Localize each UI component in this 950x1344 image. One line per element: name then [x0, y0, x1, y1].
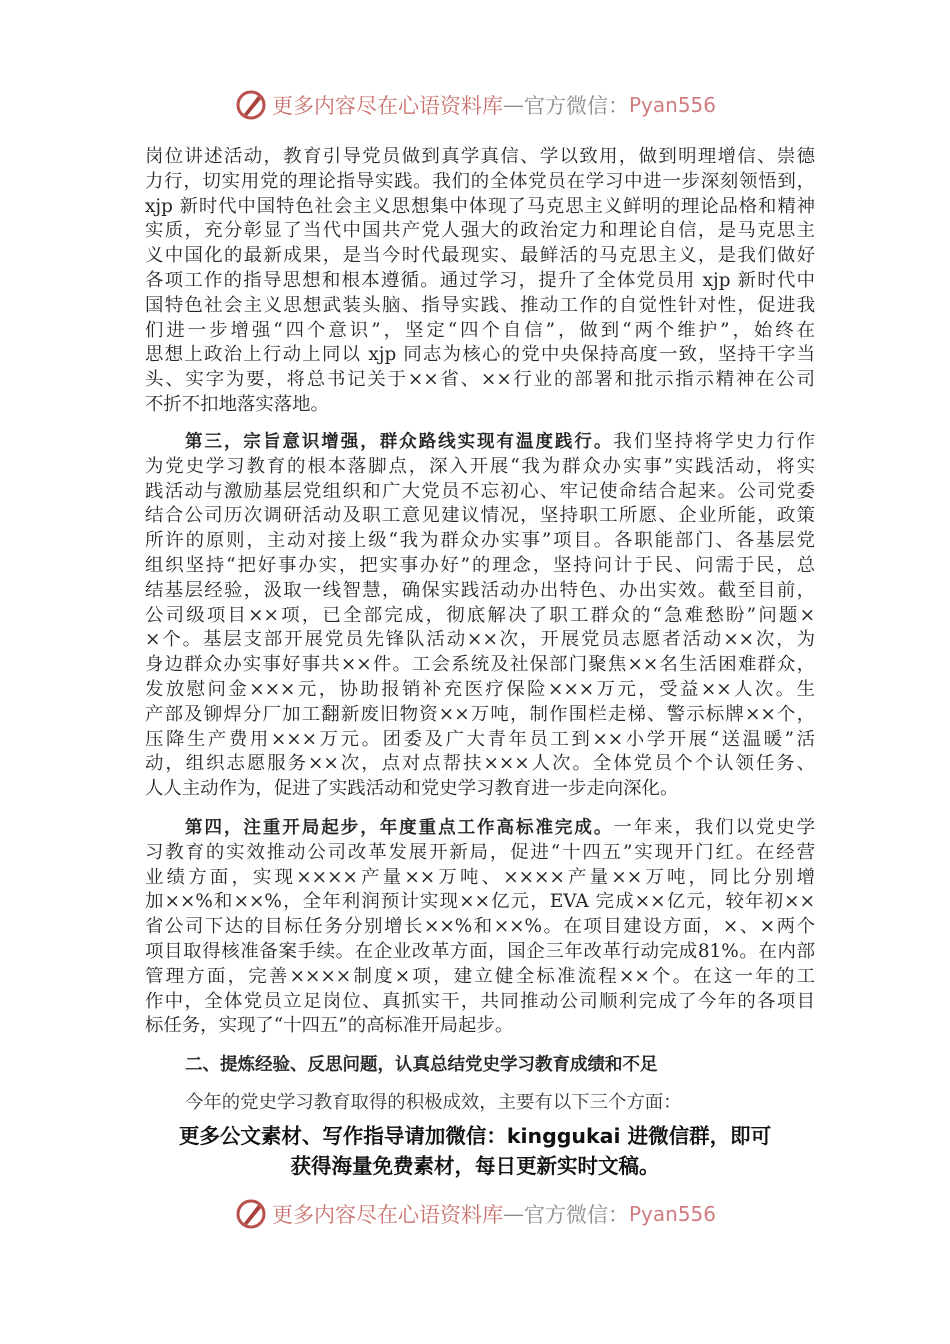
- text-line: [145, 219, 815, 244]
- intro-text: 今年的党史学习教育取得的积极成效，主要有以下三个方面：: [185, 1092, 682, 1113]
- text-line: [145, 579, 815, 604]
- line-text: 人人主动作为，促进了实践活动和党史学习教育进一步走向深化。: [145, 778, 679, 800]
- text-line: [145, 195, 815, 220]
- text-line: [145, 841, 815, 866]
- line-text: 标任务，实现了“十四五”的高标准开局起步。: [145, 1015, 514, 1037]
- text-line: [145, 480, 815, 505]
- line-text: 力行，切实用党的理论指导实践。我们的全体党员在学习中进一步深刻领悟到，: [145, 170, 815, 192]
- text-line: [145, 1014, 815, 1039]
- line-text: 组织坚持“把好事办实，把实事办好”的理念，坚持问计于民、问需于民，总: [145, 554, 815, 576]
- watermark-dash: —: [502, 93, 524, 117]
- line-text: 国特色社会主义思想武装头脑、指导实践、推动工作的自觉性针对性，促进我: [145, 294, 815, 316]
- line-text: 所许的原则，主动对接上级“我为群众办实事”项目。各职能部门、各基层党: [145, 530, 815, 552]
- line-text: xjp 新时代中国特色社会主义思想集中体现了马克思主义鲜明的理论品格和精神: [145, 195, 815, 217]
- line-text: 思想上政治上行动上同以 xjp 同志为核心的党中央保持高度一致，坚持干字当: [145, 344, 815, 366]
- line-text: 发放慰问金×××元，协助报销补充医疗保险×××万元，受益××人次。生: [145, 678, 815, 700]
- watermark-label: 官方微信：: [523, 1203, 629, 1227]
- text-line: [145, 455, 815, 480]
- line-text: 一年来，我们以党史学: [613, 817, 815, 838]
- text-line: [145, 145, 815, 170]
- pen-logo-icon: [234, 88, 268, 122]
- line-text: 项目取得核准备案手续。在企业改革方面，国企三年改革行动完成81%。在内部: [145, 940, 815, 962]
- watermark-id: Pyan556: [628, 93, 716, 117]
- text-line: [145, 752, 815, 777]
- line-text: 结合公司历次调研活动及职工意见建议情况，坚持职工所愿、企业所能，政策: [145, 505, 815, 527]
- text-line: [145, 269, 815, 294]
- text-line: [145, 554, 815, 579]
- line-text: 动，组织志愿服务××次，点对点帮扶×××人次。全体党员个个认领任务、: [145, 753, 815, 775]
- line-text: 不折不扣地落实落地。: [145, 393, 329, 415]
- line-text: 义中国化的最新成果，是当今时代最现实、最鲜活的马克思主义，是我们做好: [145, 245, 815, 267]
- watermark-label: 官方微信：: [523, 94, 629, 118]
- text-line: [145, 529, 815, 554]
- text-line: [145, 393, 815, 418]
- text-line: [145, 728, 815, 753]
- text-line: [145, 170, 815, 195]
- pen-logo-icon: [234, 1197, 268, 1231]
- line-text: 各项工作的指导思想和根本遵循。通过学习，提升了全体党员用 xjp 新时代中: [145, 269, 815, 291]
- text-line: [145, 965, 815, 990]
- text-line: [145, 244, 815, 269]
- paragraph-2: [145, 430, 815, 802]
- watermark-site: 更多内容尽在心语资料库: [271, 1203, 503, 1227]
- text-line: [145, 368, 815, 393]
- line-text: 公司级项目××项，已全部完成，彻底解决了职工群众的“急难愁盼”问题×: [145, 604, 815, 626]
- line-text: 结基层经验，汲取一线智慧，确保实践活动办出特色、办出实效。截至目前，: [145, 579, 815, 601]
- text-line: [145, 294, 815, 319]
- text-line: [145, 990, 815, 1015]
- line-text: 作中，全体党员立足岗位、真抓实干，共同推动公司顺利完成了今年的各项目: [145, 990, 815, 1012]
- promo-line-2: 获得海量免费素材，每日更新实时文稿。: [290, 1154, 660, 1178]
- text-line: [145, 703, 815, 728]
- line-text: 岗位讲述活动，教育引导党员做到真学真信、学以致用，做到明理增信、崇德: [145, 146, 815, 167]
- paragraph-3: [145, 816, 815, 1039]
- text-line: [145, 343, 815, 368]
- line-text: ×个。基层支部开展党员先锋队活动××次，开展党员志愿者活动××次，为: [145, 629, 815, 651]
- text-line: [145, 777, 815, 802]
- line-text: 践活动与激励基层党组织和广大党员不忘初心、牢记使命结合起来。公司党委: [145, 480, 815, 502]
- text-line: [145, 430, 815, 455]
- watermark-site: 更多内容尽在心语资料库: [271, 94, 503, 118]
- watermark-header: [0, 85, 950, 125]
- text-line: [145, 604, 815, 629]
- line-text: 管理方面，完善××××制度×项，建立健全标准流程××个。在这一年的工: [145, 965, 815, 987]
- promo-line-1: 更多公文素材、写作指导请加微信：kinggukai 进微信群，即可: [178, 1124, 772, 1148]
- line-text: 业绩方面，实现××××产量××万吨、××××产量××万吨，同比分别增: [145, 866, 815, 888]
- line-text: 身边群众办实事好事共××件。工会系统及社保部门聚焦××名生活困难群众，: [145, 654, 815, 676]
- watermark-footer: [0, 1194, 950, 1234]
- watermark-dash: —: [502, 1202, 524, 1226]
- line-text: 实质，充分彰显了当代中国共产党人强大的政治定力和理论自信，是马克思主: [145, 220, 815, 242]
- paragraph-lead: 第三，宗旨意识增强，群众路线实现有温度践行。: [185, 432, 614, 452]
- line-text: 为党史学习教育的根本落脚点，深入开展“我为群众办实事”实践活动，将实: [145, 455, 815, 477]
- text-line: [145, 319, 815, 344]
- text-line: [145, 504, 815, 529]
- line-text: 省公司下达的目标任务分别增长××%和××%。在项目建设方面，×、×两个: [145, 916, 815, 938]
- text-line: [145, 890, 815, 915]
- line-text: 压降生产费用×××万元。团委及广大青年员工到××小学开展“送温暖”活: [145, 728, 815, 750]
- text-line: [145, 628, 815, 653]
- line-text: 们进一步增强“四个意识”，坚定“四个自信”，做到“两个维护”，始终在: [145, 319, 815, 341]
- text-line: [145, 816, 815, 841]
- line-text: 头、实字为要，将总书记关于××省、××行业的部署和批示指示精神在公司: [145, 369, 815, 391]
- line-text: 加××%和××%，全年利润预计实现××亿元，EVA 完成××亿元，较年初××: [145, 891, 815, 913]
- section-heading: 二、提炼经验、反思问题，认真总结党史学习教育成绩和不足: [185, 1055, 658, 1075]
- line-text: 产部及铆焊分厂加工翻新废旧物资××万吨，制作围栏走梯、警示标牌××个，: [145, 703, 815, 725]
- text-line: [145, 678, 815, 703]
- text-line: [145, 866, 815, 891]
- line-text: 我们坚持将学史力行作: [613, 431, 815, 452]
- watermark-id: Pyan556: [628, 1202, 716, 1226]
- text-line: [145, 653, 815, 678]
- paragraph-1: [145, 145, 815, 418]
- promo-banner: [140, 1121, 810, 1181]
- text-line: [145, 940, 815, 965]
- text-line: [145, 915, 815, 940]
- line-text: 习教育的实效推动公司改革发展开新局，促进“十四五”实现开门红。在经营: [145, 841, 815, 863]
- paragraph-lead: 第四，注重开局起步，年度重点工作高标准完成。: [185, 818, 614, 838]
